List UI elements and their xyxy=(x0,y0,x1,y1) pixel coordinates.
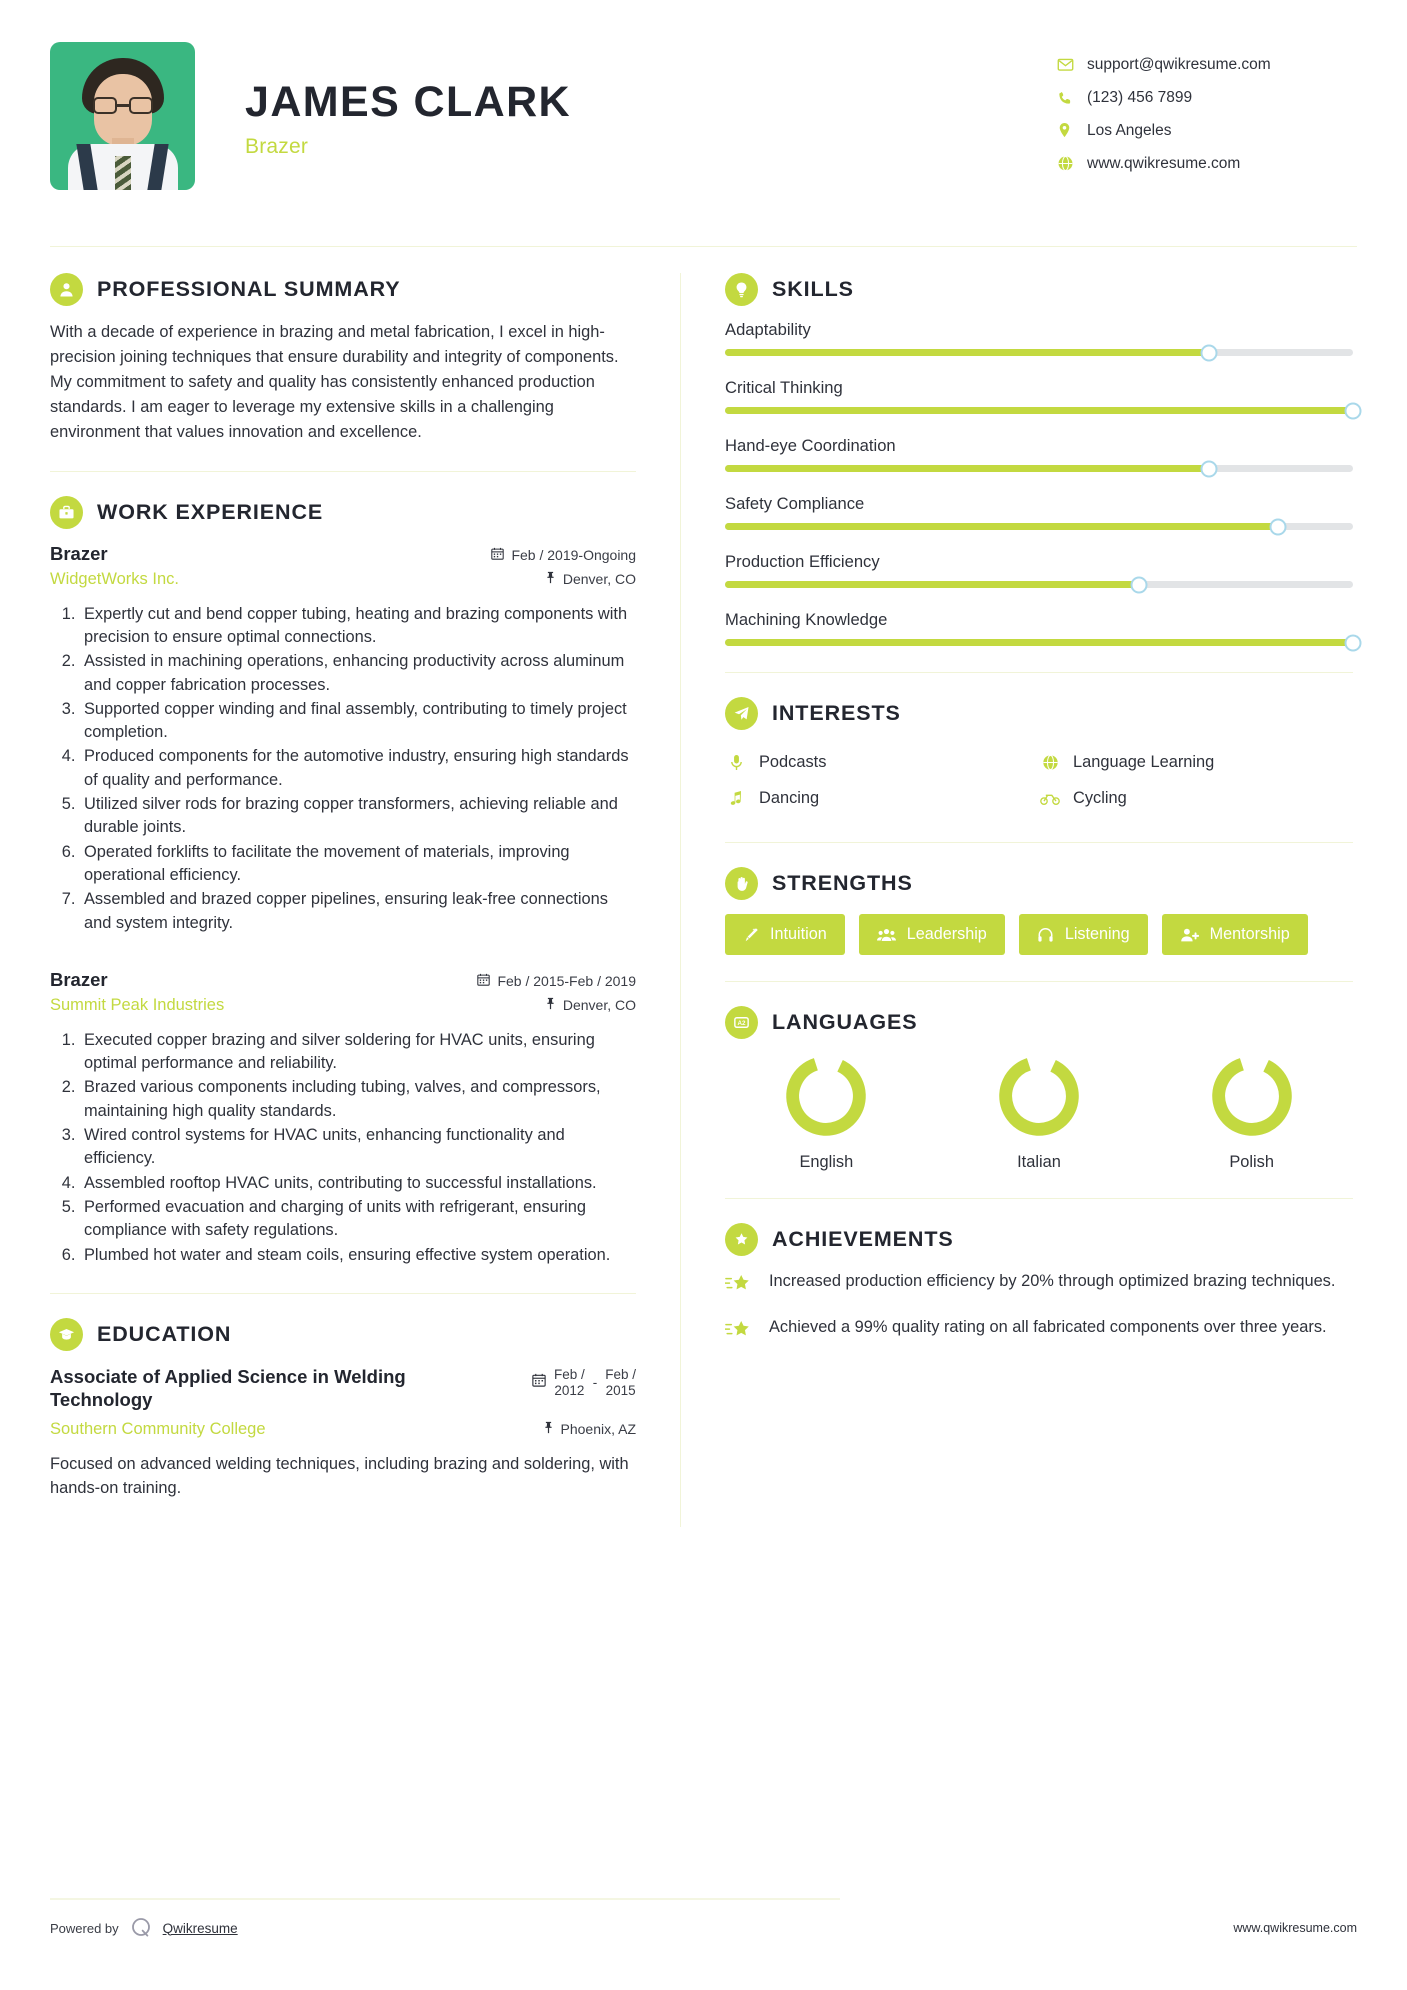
skill-knob[interactable] xyxy=(1200,460,1217,477)
resume-body xyxy=(50,273,1357,1527)
job-bullet: 3. Wired control systems for HVAC units, enhancing functionality and efficiency. xyxy=(80,1124,636,1171)
strength-chip xyxy=(1019,914,1148,955)
section-title: SKILLS xyxy=(772,277,854,301)
language-item xyxy=(1150,1053,1353,1172)
education-end-month: Feb / xyxy=(605,1366,636,1382)
strength-label: Intuition xyxy=(770,925,827,943)
microphone-icon xyxy=(725,754,747,771)
job-bullet: 1. Expertly cut and bend copper tubing, heating and brazing components with precision to ensure optimal connections. xyxy=(80,603,636,650)
interest-label: Podcasts xyxy=(759,752,827,771)
skill-knob[interactable] xyxy=(1200,344,1217,361)
job-bullet: 7. Assembled and brazed copper pipelines, ensuring leak-free connections and system integrity. xyxy=(80,888,636,935)
skill-fill xyxy=(725,349,1209,356)
skill-fill xyxy=(725,523,1278,530)
strength-chip xyxy=(859,914,1005,955)
skill-item xyxy=(725,552,1353,588)
users-group-icon xyxy=(877,927,896,943)
job-role: Brazer xyxy=(50,968,108,990)
skill-fill xyxy=(725,581,1139,588)
section-interests xyxy=(725,697,1353,816)
section-title: EDUCATION xyxy=(97,1321,232,1346)
job-bullet: 5. Performed evacuation and charging of units with refrigerant, ensuring compliance with safety regulations. xyxy=(80,1196,636,1243)
mail-icon xyxy=(1057,56,1087,73)
powered-by-label: Powered by xyxy=(50,1920,119,1936)
skill-slider[interactable] xyxy=(725,407,1353,414)
achievement-item xyxy=(725,1270,1353,1300)
job-dates xyxy=(477,973,636,989)
language-progress-ring xyxy=(996,1053,1082,1139)
skill-slider[interactable] xyxy=(725,581,1353,588)
strength-chip xyxy=(725,914,845,955)
skill-knob[interactable] xyxy=(1345,634,1362,651)
language-globe-icon xyxy=(1039,754,1061,771)
strength-label: Leadership xyxy=(906,925,987,943)
job-dates-value: Feb / 2015-Feb / 2019 xyxy=(497,972,636,989)
skill-item xyxy=(725,610,1353,646)
left-column xyxy=(50,273,680,1527)
section-achievements xyxy=(725,1223,1353,1346)
section-divider xyxy=(725,1198,1353,1199)
globe-icon xyxy=(1057,155,1087,172)
header-divider xyxy=(50,246,1357,247)
section-languages xyxy=(725,1006,1353,1172)
interest-label: Language Learning xyxy=(1073,752,1215,771)
education-location-value: Phoenix, AZ xyxy=(560,1421,636,1438)
pin-icon xyxy=(545,571,556,587)
right-column xyxy=(681,273,1353,1527)
language-label: Polish xyxy=(1229,1153,1274,1171)
contact-email-value: support@qwikresume.com xyxy=(1087,55,1271,73)
job-company: Summit Peak Industries xyxy=(50,995,225,1014)
footer-divider xyxy=(50,1898,840,1900)
achievement-item xyxy=(725,1316,1353,1346)
skill-slider[interactable] xyxy=(725,349,1353,356)
interest-item xyxy=(725,744,1039,780)
section-title: WORK EXPERIENCE xyxy=(97,499,324,524)
magic-wand-icon xyxy=(743,927,759,943)
education-item xyxy=(50,1365,636,1501)
skill-fill xyxy=(725,407,1353,414)
job-bullets xyxy=(50,1029,636,1267)
education-end-year: 2015 xyxy=(605,1383,636,1398)
strength-label: Listening xyxy=(1064,925,1130,943)
education-end-date xyxy=(605,1367,636,1399)
lightbulb-icon xyxy=(725,273,758,306)
education-dates xyxy=(532,1365,636,1399)
powered-by-block xyxy=(50,1916,238,1940)
briefcase-icon xyxy=(50,496,83,529)
education-location xyxy=(543,1421,637,1437)
job-location-value: Denver, CO xyxy=(562,570,636,587)
skill-knob[interactable] xyxy=(1131,576,1148,593)
job-bullet: 2. Assisted in machining operations, enhancing productivity across aluminum and copper fabrication processes. xyxy=(80,650,636,697)
education-school: Southern Community College xyxy=(50,1420,266,1439)
job-dates-value: Feb / 2019-Ongoing xyxy=(511,546,636,563)
skill-fill xyxy=(725,639,1353,646)
skill-item xyxy=(725,320,1353,356)
svg-text:A2: A2 xyxy=(737,1019,746,1027)
section-divider xyxy=(50,471,636,472)
calendar-icon xyxy=(532,1367,546,1390)
job-company: WidgetWorks Inc. xyxy=(50,569,179,588)
education-description: Focused on advanced welding techniques, including brazing and soldering, with hands-on training. xyxy=(50,1455,629,1497)
achievement-text: Increased production efficiency by 20% through optimized brazing techniques. xyxy=(769,1272,1336,1290)
calendar-icon xyxy=(491,547,504,563)
contact-email[interactable] xyxy=(1057,48,1357,81)
section-title: INTERESTS xyxy=(772,701,901,725)
profile-photo xyxy=(50,42,195,190)
education-degree: Associate of Applied Science in Welding Technology xyxy=(50,1365,406,1411)
star-icon xyxy=(725,1316,755,1346)
interest-item xyxy=(725,780,1039,816)
skill-slider[interactable] xyxy=(725,465,1353,472)
job-bullet: 1. Executed copper brazing and silver soldering for HVAC units, ensuring optimal performance and reliability. xyxy=(80,1029,636,1076)
skill-label: Safety Compliance xyxy=(725,494,865,513)
language-label: Italian xyxy=(1017,1153,1061,1171)
job-location xyxy=(545,571,636,587)
language-item xyxy=(725,1053,928,1172)
contact-website[interactable] xyxy=(1057,147,1357,180)
job-bullet: 3. Supported copper winding and final assembly, contributing to timely project completion. xyxy=(80,698,636,745)
section-divider xyxy=(725,672,1353,673)
name-block xyxy=(245,42,1057,159)
skill-label: Hand-eye Coordination xyxy=(725,436,896,455)
contact-phone[interactable] xyxy=(1057,81,1357,114)
education-start-date xyxy=(554,1367,585,1399)
skill-slider[interactable] xyxy=(725,523,1353,530)
strength-chip xyxy=(1162,914,1308,955)
qwikresume-link[interactable]: Qwikresume xyxy=(162,1920,238,1936)
resume-header xyxy=(50,0,1357,230)
headphones-icon xyxy=(1037,927,1054,943)
section-divider xyxy=(725,981,1353,982)
candidate-job-title: Brazer xyxy=(245,135,309,159)
job-role: Brazer xyxy=(50,542,108,564)
education-start-month: Feb / xyxy=(553,1366,585,1382)
section-professional-summary xyxy=(50,273,636,445)
section-education xyxy=(50,1318,636,1501)
pin-icon xyxy=(545,997,556,1013)
experience-item xyxy=(50,543,636,935)
education-start-year: 2012 xyxy=(554,1383,585,1398)
phone-icon xyxy=(1057,90,1087,106)
bicycle-icon xyxy=(1039,791,1061,806)
job-dates xyxy=(491,547,636,563)
section-title: PROFESSIONAL SUMMARY xyxy=(97,277,401,301)
skill-item xyxy=(725,494,1353,530)
paper-plane-icon xyxy=(725,697,758,730)
interest-label: Cycling xyxy=(1073,788,1127,807)
user-plus-icon xyxy=(1180,927,1199,943)
job-location-value: Denver, CO xyxy=(562,996,636,1013)
calendar-icon xyxy=(477,973,490,989)
job-location xyxy=(545,997,636,1013)
achievement-text: Achieved a 99% quality rating on all fabricated components over three years. xyxy=(769,1318,1327,1336)
section-title: STRENGTHS xyxy=(772,871,913,895)
skill-label: Adaptability xyxy=(725,320,811,339)
language-progress-ring xyxy=(1209,1053,1295,1139)
music-note-icon xyxy=(725,790,747,807)
skill-knob[interactable] xyxy=(1345,402,1362,419)
experience-item xyxy=(50,969,636,1267)
language-progress-ring xyxy=(783,1053,869,1139)
contact-phone-value: (123) 456 7899 xyxy=(1087,88,1193,106)
contact-list xyxy=(1057,42,1357,180)
job-bullet: 4. Assembled rooftop HVAC units, contributing to successful installations. xyxy=(80,1172,636,1195)
section-work-experience xyxy=(50,496,636,1267)
skill-fill xyxy=(725,465,1209,472)
job-bullet: 6. Plumbed hot water and steam coils, ensuring effective system operation. xyxy=(80,1244,636,1267)
section-skills xyxy=(725,273,1353,646)
location-pin-icon xyxy=(1057,122,1087,139)
hand-icon xyxy=(725,867,758,900)
footer-website: www.qwikresume.com xyxy=(1233,1921,1357,1935)
interest-label: Dancing xyxy=(759,788,820,807)
skill-item xyxy=(725,436,1353,472)
skill-knob[interactable] xyxy=(1269,518,1286,535)
education-date-separator: - xyxy=(592,1374,598,1390)
section-title: ACHIEVEMENTS xyxy=(772,1227,954,1251)
skill-label: Production Efficiency xyxy=(725,552,880,571)
skill-item xyxy=(725,378,1353,414)
section-strengths xyxy=(725,867,1353,955)
interest-item xyxy=(1039,744,1353,780)
star-icon xyxy=(725,1270,755,1300)
language-label: English xyxy=(799,1153,854,1171)
qwikresume-logo-icon xyxy=(129,1916,153,1940)
job-bullet: 2. Brazed various components including tubing, valves, and compressors, maintaining high quality standards. xyxy=(80,1076,636,1123)
job-bullet: 5. Utilized silver rods for brazing copper transformers, achieving reliable and durable joints. xyxy=(80,793,636,840)
skill-label: Critical Thinking xyxy=(725,378,843,397)
job-bullet: 6. Operated forklifts to facilitate the movement of materials, improving operational efficiency. xyxy=(80,841,636,888)
skill-label: Machining Knowledge xyxy=(725,610,888,629)
contact-website-value: www.qwikresume.com xyxy=(1087,154,1241,172)
contact-location xyxy=(1057,114,1357,147)
skill-slider[interactable] xyxy=(725,639,1353,646)
trophy-star-icon xyxy=(725,1223,758,1256)
section-divider xyxy=(50,1293,636,1294)
summary-text: With a decade of experience in brazing and metal fabrication, I excel in high-precision joining techniques that ensure durability and integrity of components. My commitment to safety and quality has consistently enhanced production standards. I am eager to leverage my extensive skills in a challenging environment that values innovation and excellence. xyxy=(50,323,619,441)
candidate-name: JAMES CLARK xyxy=(245,78,571,126)
footer xyxy=(50,1916,1357,1940)
job-bullet: 4. Produced components for the automotive industry, ensuring high standards of quality and performance. xyxy=(80,745,636,792)
section-title: LANGUAGES xyxy=(772,1010,918,1034)
translate-icon xyxy=(725,1006,758,1039)
contact-location-value: Los Angeles xyxy=(1087,121,1172,139)
user-circle-icon xyxy=(50,273,83,306)
graduation-cap-icon xyxy=(50,1318,83,1351)
interest-item xyxy=(1039,780,1353,816)
pin-icon xyxy=(543,1421,554,1437)
strength-label: Mentorship xyxy=(1209,925,1290,943)
section-divider xyxy=(725,842,1353,843)
language-item xyxy=(938,1053,1141,1172)
job-bullets xyxy=(50,603,636,935)
